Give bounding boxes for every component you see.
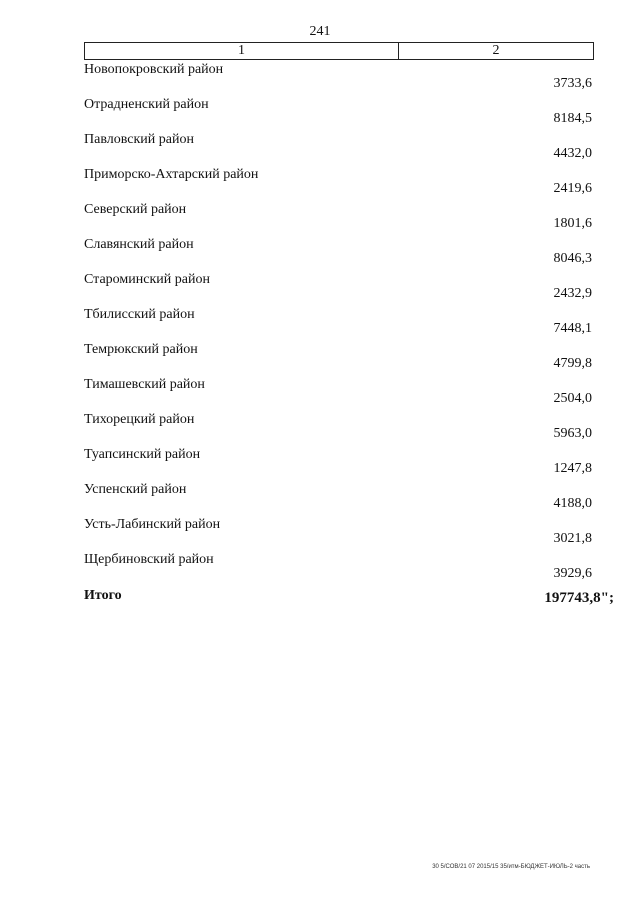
district-value: 2432,9 (553, 286, 592, 301)
district-value: 5963,0 (553, 426, 592, 441)
district-value: 3021,8 (553, 531, 592, 546)
table-row (84, 235, 594, 270)
district-name: Щербиновский район (84, 552, 214, 567)
total-row (84, 588, 614, 612)
table-column-header (84, 42, 594, 60)
column-header-1: 1 (85, 43, 399, 59)
district-value: 8184,5 (553, 111, 592, 126)
district-value: 4799,8 (553, 356, 592, 371)
table-row (84, 165, 594, 200)
table-row (84, 550, 594, 585)
district-name: Тихорецкий район (84, 412, 195, 427)
district-name: Туапсинский район (84, 447, 201, 462)
table-row (84, 95, 594, 130)
document-footer: 30 5/СОВ/21 07 2015/15 35/итм-БЮДЖЕТ-ИЮЛЬ-2 часть (432, 864, 590, 870)
table-row (84, 410, 594, 445)
district-name: Усть-Лабинский район (84, 517, 221, 532)
district-name: Новопокровский район (84, 62, 224, 77)
table-row (84, 305, 594, 340)
district-value: 3929,6 (553, 566, 592, 581)
table-row (84, 515, 594, 550)
district-name: Тбилисский район (84, 307, 195, 322)
district-value: 2419,6 (553, 181, 592, 196)
total-label: Итого (84, 588, 122, 603)
district-name: Тимашевский район (84, 377, 205, 392)
table-row (84, 375, 594, 410)
total-value: 197743,8"; (544, 590, 614, 606)
district-name: Павловский район (84, 132, 194, 147)
district-value: 4432,0 (553, 146, 592, 161)
district-name: Староминский район (84, 272, 210, 287)
table-body (84, 60, 594, 585)
table-row (84, 445, 594, 480)
district-value: 4188,0 (553, 496, 592, 511)
district-value: 1247,8 (553, 461, 592, 476)
table-row (84, 60, 594, 95)
district-name: Успенский район (84, 482, 187, 497)
table-row (84, 130, 594, 165)
district-value: 8046,3 (553, 251, 592, 266)
district-value: 1801,6 (553, 216, 592, 231)
table-row (84, 340, 594, 375)
district-value: 2504,0 (553, 391, 592, 406)
district-name: Темрюкский район (84, 342, 198, 357)
column-header-2: 2 (492, 43, 500, 58)
district-name: Отрадненский район (84, 97, 209, 112)
district-name: Северский район (84, 202, 187, 217)
district-value: 3733,6 (553, 76, 592, 91)
page-number: 241 (309, 24, 331, 39)
table-row (84, 480, 594, 515)
table-row (84, 270, 594, 305)
table-row (84, 200, 594, 235)
district-name: Славянский район (84, 237, 194, 252)
district-name: Приморско-Ахтарский район (84, 167, 259, 182)
district-value: 7448,1 (553, 321, 592, 336)
